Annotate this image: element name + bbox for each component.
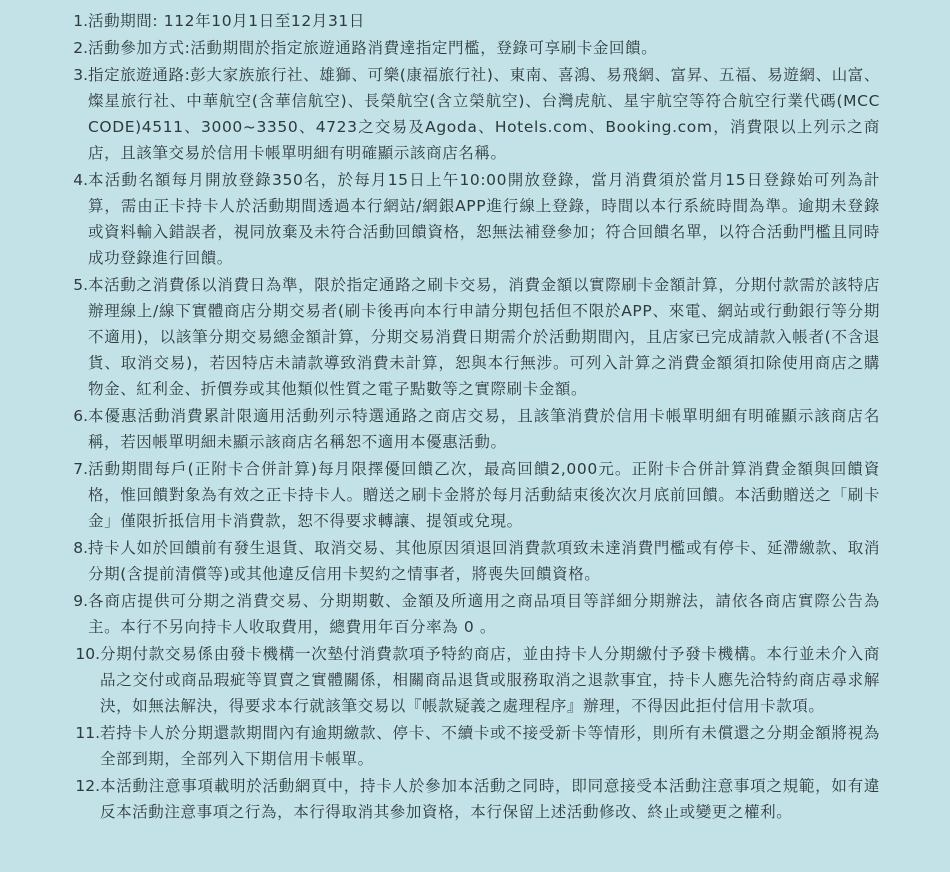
term-number: 8. (73, 539, 88, 557)
term-text: 持卡人如於回饋前有發生退貨、取消交易、其他原因須退回消費款項致未達消費門檻或有停卡、延滯繳款、取消分期(含提前清償等)或其他違反信用卡契約之情事者，將喪失回饋資格。 (88, 539, 880, 583)
term-item-6 (72, 403, 880, 455)
term-item-4 (72, 167, 880, 271)
term-item-3 (72, 62, 880, 166)
term-number: 2. (73, 39, 88, 57)
term-item-12 (72, 773, 880, 825)
term-item-2 (72, 35, 880, 61)
term-number: 7. (73, 460, 88, 478)
term-number: 12. (75, 777, 100, 795)
term-text: 指定旅遊通路:彭大家族旅行社、雄獅、可樂(康福旅行社)、東南、喜鴻、易飛網、富昇、五福、易遊網、山富、燦星旅行社、中華航空(含華信航空)、長榮航空(含立榮航空)、台灣虎航、星宇航空等符合航空行業代碼(MCC CODE)4511、3000~3350、4723之交易及Agoda、Hotels.com、Booking.com，消費限以上列示之商店，且該筆交易於信用卡帳單明細有明確顯示該商店名稱。 (88, 66, 880, 162)
term-number: 10. (75, 645, 100, 663)
term-item-11 (72, 720, 880, 772)
term-text: 分期付款交易係由發卡機構一次墊付消費款項予特約商店，並由持卡人分期繳付予發卡機構。本行並未介入商品之交付或商品瑕疵等買賣之實體關係，相關商品退貨或服務取消之退款事宜，持卡人應先洽特約商店尋求解決，如無法解決，得要求本行就該筆交易以『帳款疑義之處理程序』辦理，不得因此拒付信用卡款項。 (100, 645, 880, 715)
term-item-1 (72, 8, 880, 34)
term-text: 本活動名額每月開放登錄350名，於每月15日上午10:00開放登錄，當月消費須於當月15日登錄始可列為計算，需由正卡持卡人於活動期間透過本行網站/網銀APP進行線上登錄，時間以本行系統時間為準。逾期未登錄或資料輸入錯誤者，視同放棄及未符合活動回饋資格，恕無法補登參加；符合回饋名單，以符合活動門檻且同時成功登錄進行回饋。 (88, 171, 880, 267)
term-text: 本活動注意事項載明於活動網頁中，持卡人於參加本活動之同時，即同意接受本活動注意事項之規範，如有違反本活動注意事項之行為，本行得取消其參加資格，本行保留上述活動修改、終止或變更之權利。 (100, 777, 880, 821)
term-text: 各商店提供可分期之消費交易、分期期數、金額及所適用之商品項目等詳細分期辦法，請依各商店實際公告為主。本行不另向持卡人收取費用，總費用年百分率為 0 。 (88, 592, 880, 636)
term-text: 若持卡人於分期還款期間內有逾期繳款、停卡、不續卡或不接受新卡等情形，則所有未償還之分期金額將視為全部到期，全部列入下期信用卡帳單。 (100, 724, 880, 768)
term-text: 活動期間: 112年10月1日至12月31日 (88, 12, 365, 30)
term-item-9 (72, 588, 880, 640)
term-item-8 (72, 535, 880, 587)
term-item-10 (72, 641, 880, 719)
term-item-5 (72, 272, 880, 402)
term-number: 9. (73, 592, 88, 610)
term-number: 5. (73, 276, 88, 294)
term-number: 3. (73, 66, 88, 84)
term-text: 本優惠活動消費累計限適用活動列示特選通路之商店交易，且該筆消費於信用卡帳單明細有明確顯示該商店名稱，若因帳單明細未顯示該商店名稱恕不適用本優惠活動。 (88, 407, 880, 451)
term-number: 1. (73, 12, 88, 30)
term-text: 本活動之消費係以消費日為準，限於指定通路之刷卡交易，消費金額以實際刷卡金額計算，分期付款需於該特店辦理線上/線下實體商店分期交易者(刷卡後再向本行申請分期包括但不限於APP、來電、網站或行動銀行等分期不適用)，以該筆分期交易總金額計算，分期交易消費日期需介於活動期間內，且店家已完成請款入帳者(不含退貨、取消交易)，若因特店未請款導致消費未計算，恕與本行無涉。可列入計算之消費金額須扣除使用商店之購物金、紅利金、折價券或其他類似性質之電子點數等之實際刷卡金額。 (88, 276, 880, 398)
term-text: 活動參加方式:活動期間於指定旅遊通路消費達指定門檻，登錄可享刷卡金回饋。 (88, 39, 658, 57)
term-number: 11. (75, 724, 100, 742)
term-item-7 (72, 456, 880, 534)
term-number: 4. (73, 171, 88, 189)
term-number: 6. (73, 407, 88, 425)
term-text: 活動期間每戶(正附卡合併計算)每月限擇優回饋乙次，最高回饋2,000元。正附卡合併計算消費金額與回饋資格，惟回饋對象為有效之正卡持卡人。贈送之刷卡金將於每月活動結束後次次月底前回饋。本活動贈送之「刷卡金」僅限折抵信用卡消費款，恕不得要求轉讓、提領或兌現。 (88, 460, 880, 530)
